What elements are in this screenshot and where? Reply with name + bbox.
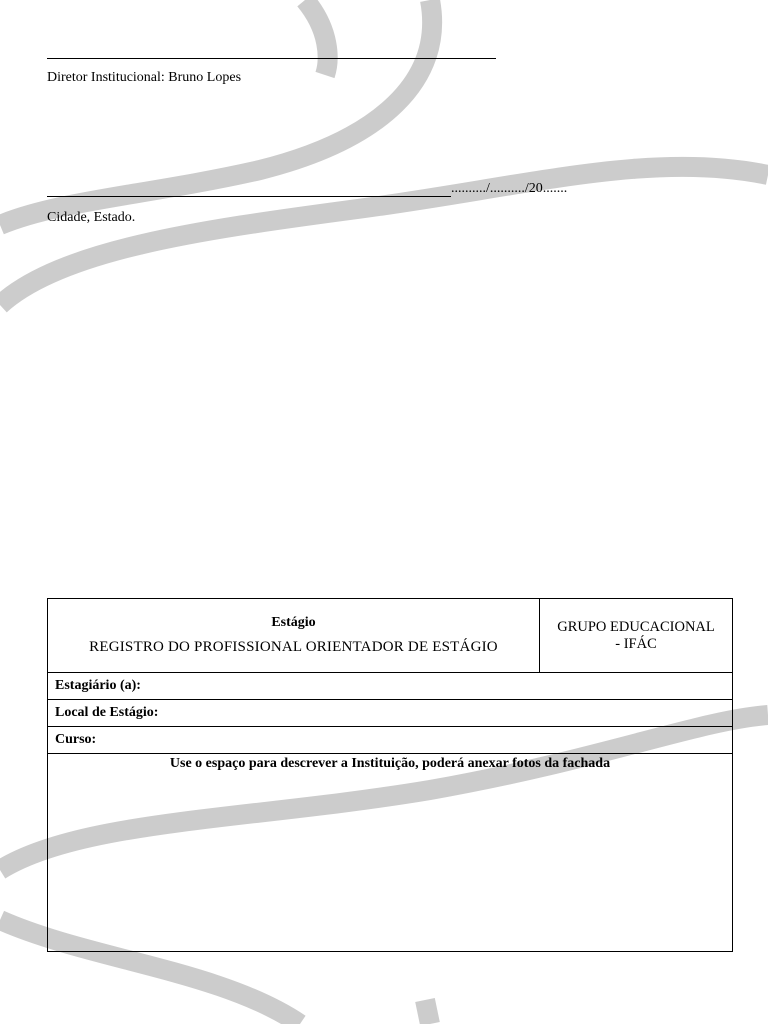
organization-cell (540, 599, 733, 673)
internship-location-field[interactable] (48, 700, 733, 727)
organization-name-line1: GRUPO EDUCACIONAL (557, 618, 715, 635)
course-label: Curso: (55, 732, 97, 747)
city-state-label: Cidade, Estado. (47, 210, 136, 225)
director-signature-line (47, 58, 496, 59)
institution-description-area[interactable] (48, 754, 733, 952)
city-state-line (47, 196, 451, 197)
signature-block (0, 0, 768, 240)
form-title: REGISTRO DO PROFISSIONAL ORIENTADOR DE ESTÁGIO (89, 639, 498, 655)
date-fill-pattern: ........../........../20....... (451, 181, 568, 196)
course-field[interactable] (48, 727, 733, 754)
intern-label: Estagiário (a): (55, 678, 141, 693)
description-instruction: Use o espaço para descrever a Instituição, poderá anexar fotos da fachada (169, 756, 611, 771)
organization-name-line2: - IFÁC (615, 635, 657, 652)
director-label: Diretor Institucional: Bruno Lopes (47, 70, 242, 85)
form-header-title-cell (48, 599, 540, 673)
watermark-swirl-bottom-stub (425, 1000, 430, 1024)
internship-registration-form (47, 598, 733, 952)
section-title: Estágio (271, 615, 316, 630)
internship-location-label: Local de Estágio: (55, 705, 159, 720)
intern-field[interactable] (48, 673, 733, 700)
